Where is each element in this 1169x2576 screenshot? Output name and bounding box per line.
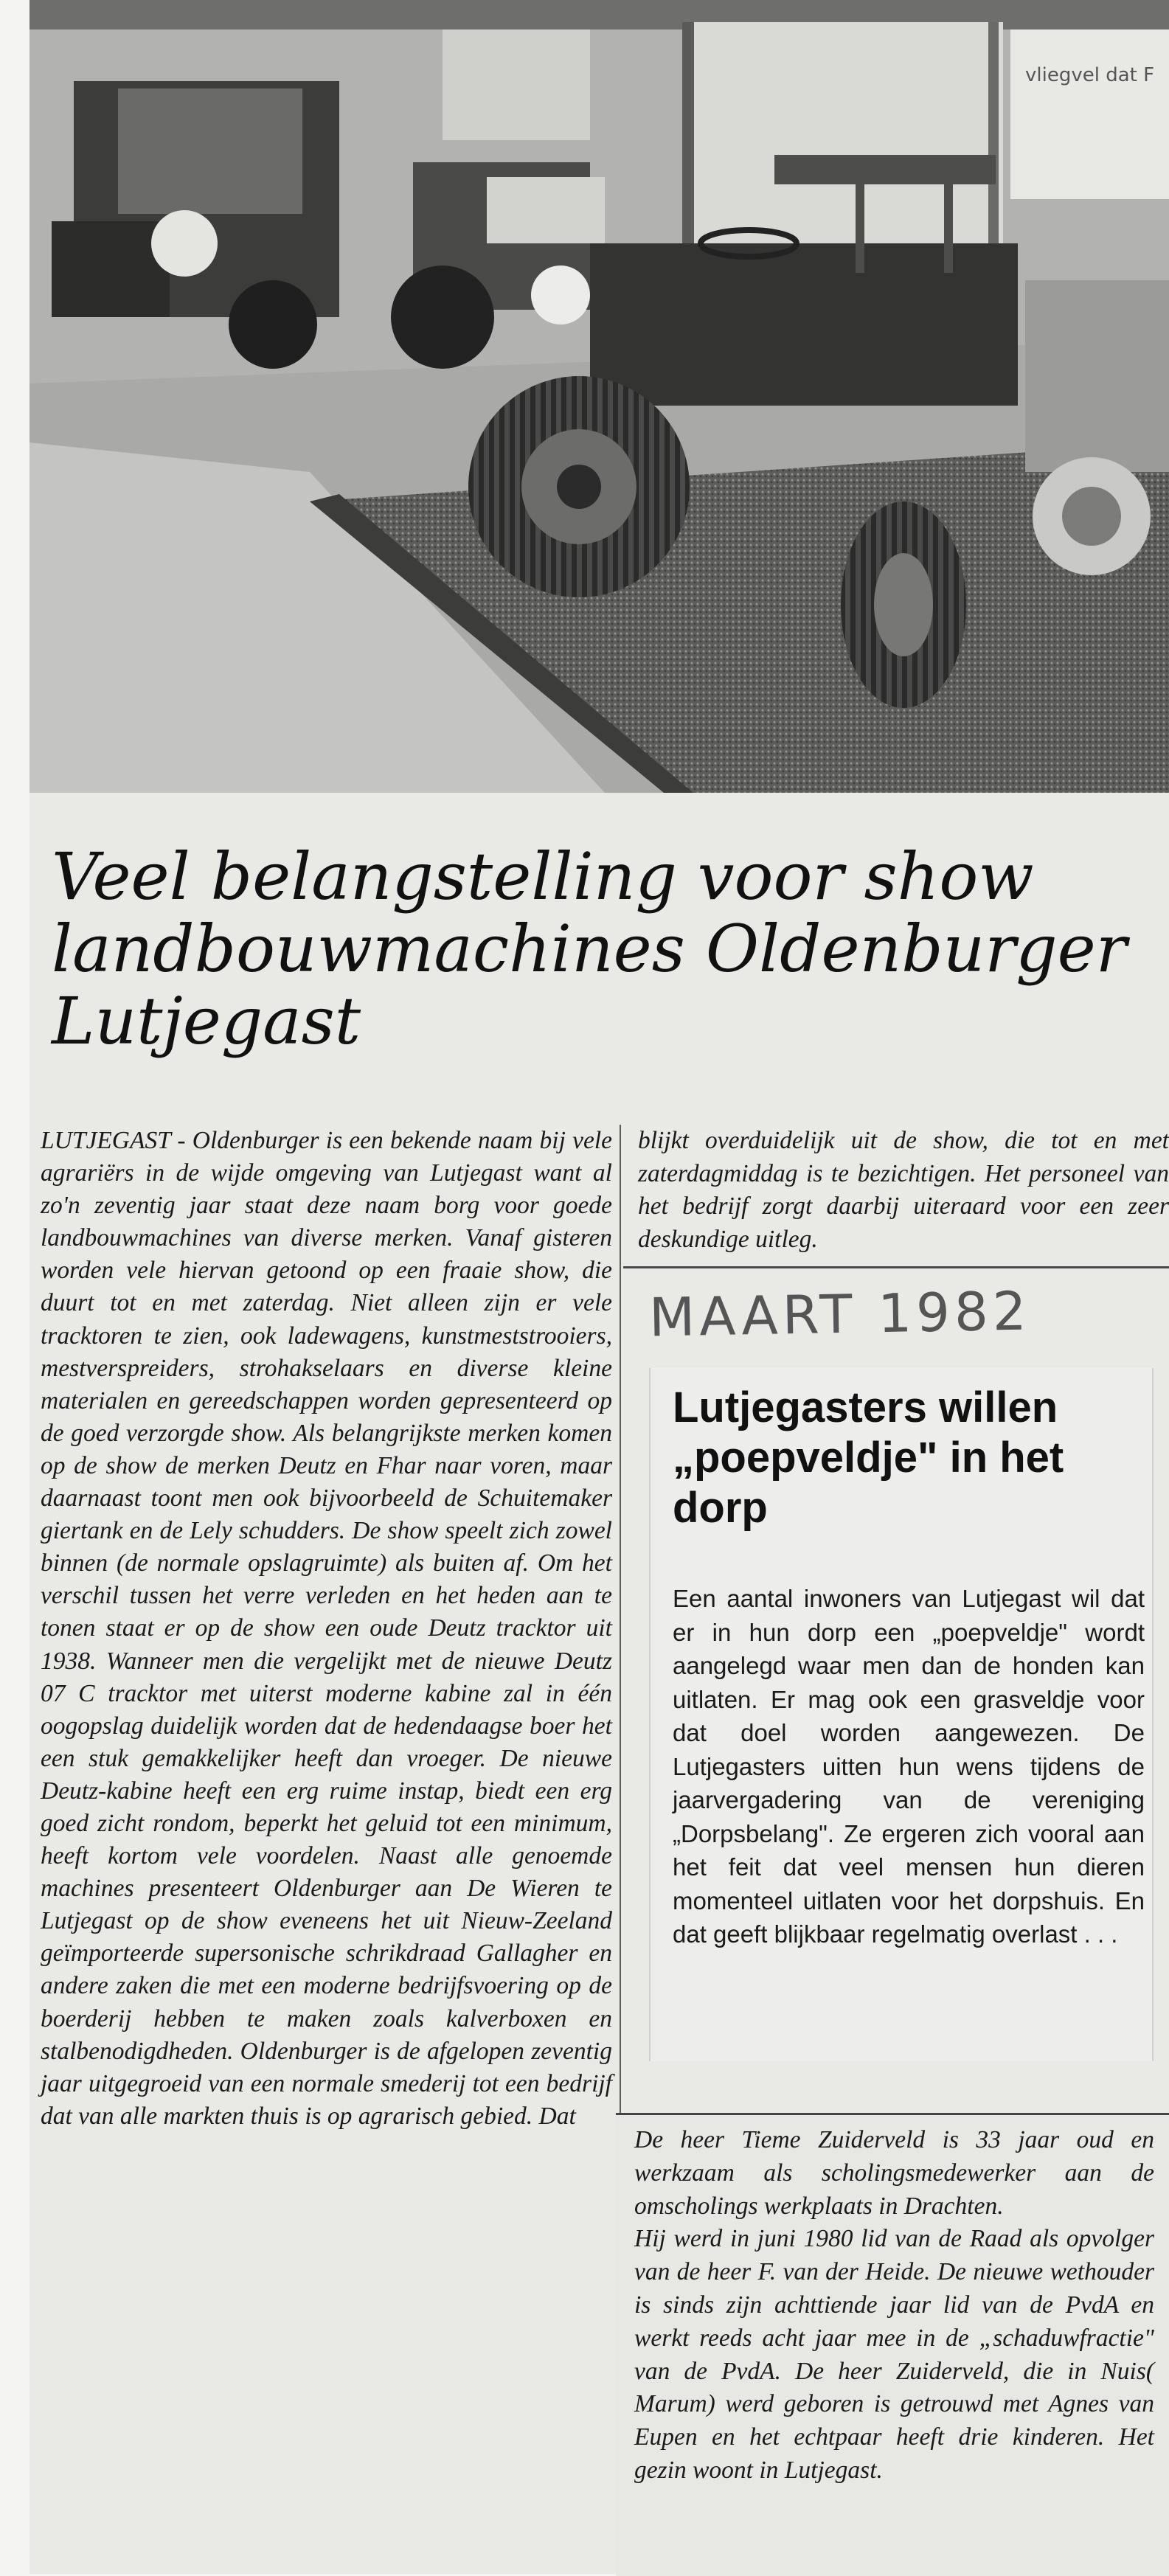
article-continuation xyxy=(638,1125,1169,1256)
wall-sign-text: vliegvel dat F xyxy=(1025,64,1155,86)
tractor-photo-graphic xyxy=(30,0,1169,793)
article-text: Oldenburger is een bekende naam bij vele agrariërs in de wijde omgeving van Lutjegast want al zo'n zeventig jaar staat deze naam borg voor goede landbouwmachines van diverse merken. Vanaf gisteren worden vele hiervan getoond op een fraaie show, die duurt tot en met zaterdag. Niet alleen zijn er vele tracktoren te zien, ook ladewagens, kunstmeststrooiers, mestverspreiders, strohakselaars en diverse kleine materialen en gereedschappen worden gepresenteerd op de goed verzorgde show. Als belangrijkste merken komen op de show de merken Deutz en Fhar naar voren, maar daarnaast toont men ook bijvoorbeeld de Schuitemaker giertank en de Lely schudders. De show speelt zich zowel binnen (de normale opslagruimte) als buiten af. Om het verschil tussen het verre verleden en het heden aan te tonen staat er op de show een oude Deutz tracktor uit 1938. Wanneer men die vergelijkt met de nieuwe Deutz 07 C tracktor met uiterst moderne kabine zal in één oogopslag duidelijk worden dat de hedendaagse boer het een stuk gemakkelijker heeft dan vroeger. De nieuwe Deutz-kabine heeft een erg ruime instap, biedt een erg goed zicht rondom, beperkt het geluid tot een minimum, heeft kortom vele voordelen. Naast alle genoemde machines presenteert Oldenburger aan De Wieren te Lutjegast op de show eveneens het uit Nieuw-Zeeland geïmporteerde supersonische schrikdraad Gallagher en andere zaken die met een moderne bedrijfsvoering op de boerderij hebben te maken zoals kalverboxen en stalbenodigdheden. Oldenburger is de afgelopen zeventig jaar uitgegroeid van een normale smederij tot een bedrijf dat van alle markten thuis is op agrarisch gebied. Dat xyxy=(41,1127,612,2130)
news-clipping xyxy=(649,1368,1154,2061)
headline: Veel belangstelling voor show landbouwmachines Oldenburger Lutjegast xyxy=(52,839,1127,1059)
profile-clipping xyxy=(616,2113,1169,2576)
profile-paragraph-1: De heer Tieme Zuiderveld is 33 jaar oud en werkzaam als scholingsmedewerker aan de omscholings werkplaats in Drachten. xyxy=(634,2126,1154,2220)
clipping-title: Lutjegasters willen „poepveldje" in het dorp xyxy=(673,1384,1064,1532)
continuation-text: blijkt overduidelijk uit de show, die tot en met zaterdagmiddag is te bezichtigen. Het personeel van het bedrijf zorgt daarbij uiteraard voor een zeer deskundige uitleg. xyxy=(638,1127,1169,1253)
show-photo xyxy=(30,0,1169,793)
article-left-column xyxy=(41,1125,612,2526)
date-stamp: MAART 1982 xyxy=(648,1280,1032,1349)
section-rule xyxy=(623,1266,1169,1268)
article-body xyxy=(41,1125,612,2133)
profile-paragraph-2: Hij werd in juni 1980 lid van de Raad als opvolger van de heer F. van der Heide. De nieuwe wethouder is sinds zijn achttiende jaar lid van de PvdA en werkt reeds acht jaar mee in de „schaduwfractie" van de PvdA. De heer Zuiderveld, die in Nuis( Marum) werd geboren is getrouwd met Agnes van Eupen en het echtpaar heeft drie kinderen. Het gezin woont in Lutjegast. xyxy=(634,2225,1154,2484)
newspaper-article xyxy=(30,793,1169,2574)
dateline: LUTJEGAST - xyxy=(41,1127,192,1154)
clipping-body: Een aantal inwoners van Lutjegast wil dat er in hun dorp een „poepveldje" wordt aangelegd waar men dan de honden kan uitlaten. Er mag ook een grasveldje voor dat doel worden aangewezen. De Lutjegasters uitten hun wens tijdens de jaarvergadering van de vereniging „Dorpsbelang". Ze ergeren zich vooral aan het feit dat veel mensen hun dieren momenteel uitlaten voor het dorpshuis. En dat geeft blijkbaar regelmatig overlast . . . xyxy=(673,1585,1145,1948)
profile-text xyxy=(634,2124,1154,2488)
